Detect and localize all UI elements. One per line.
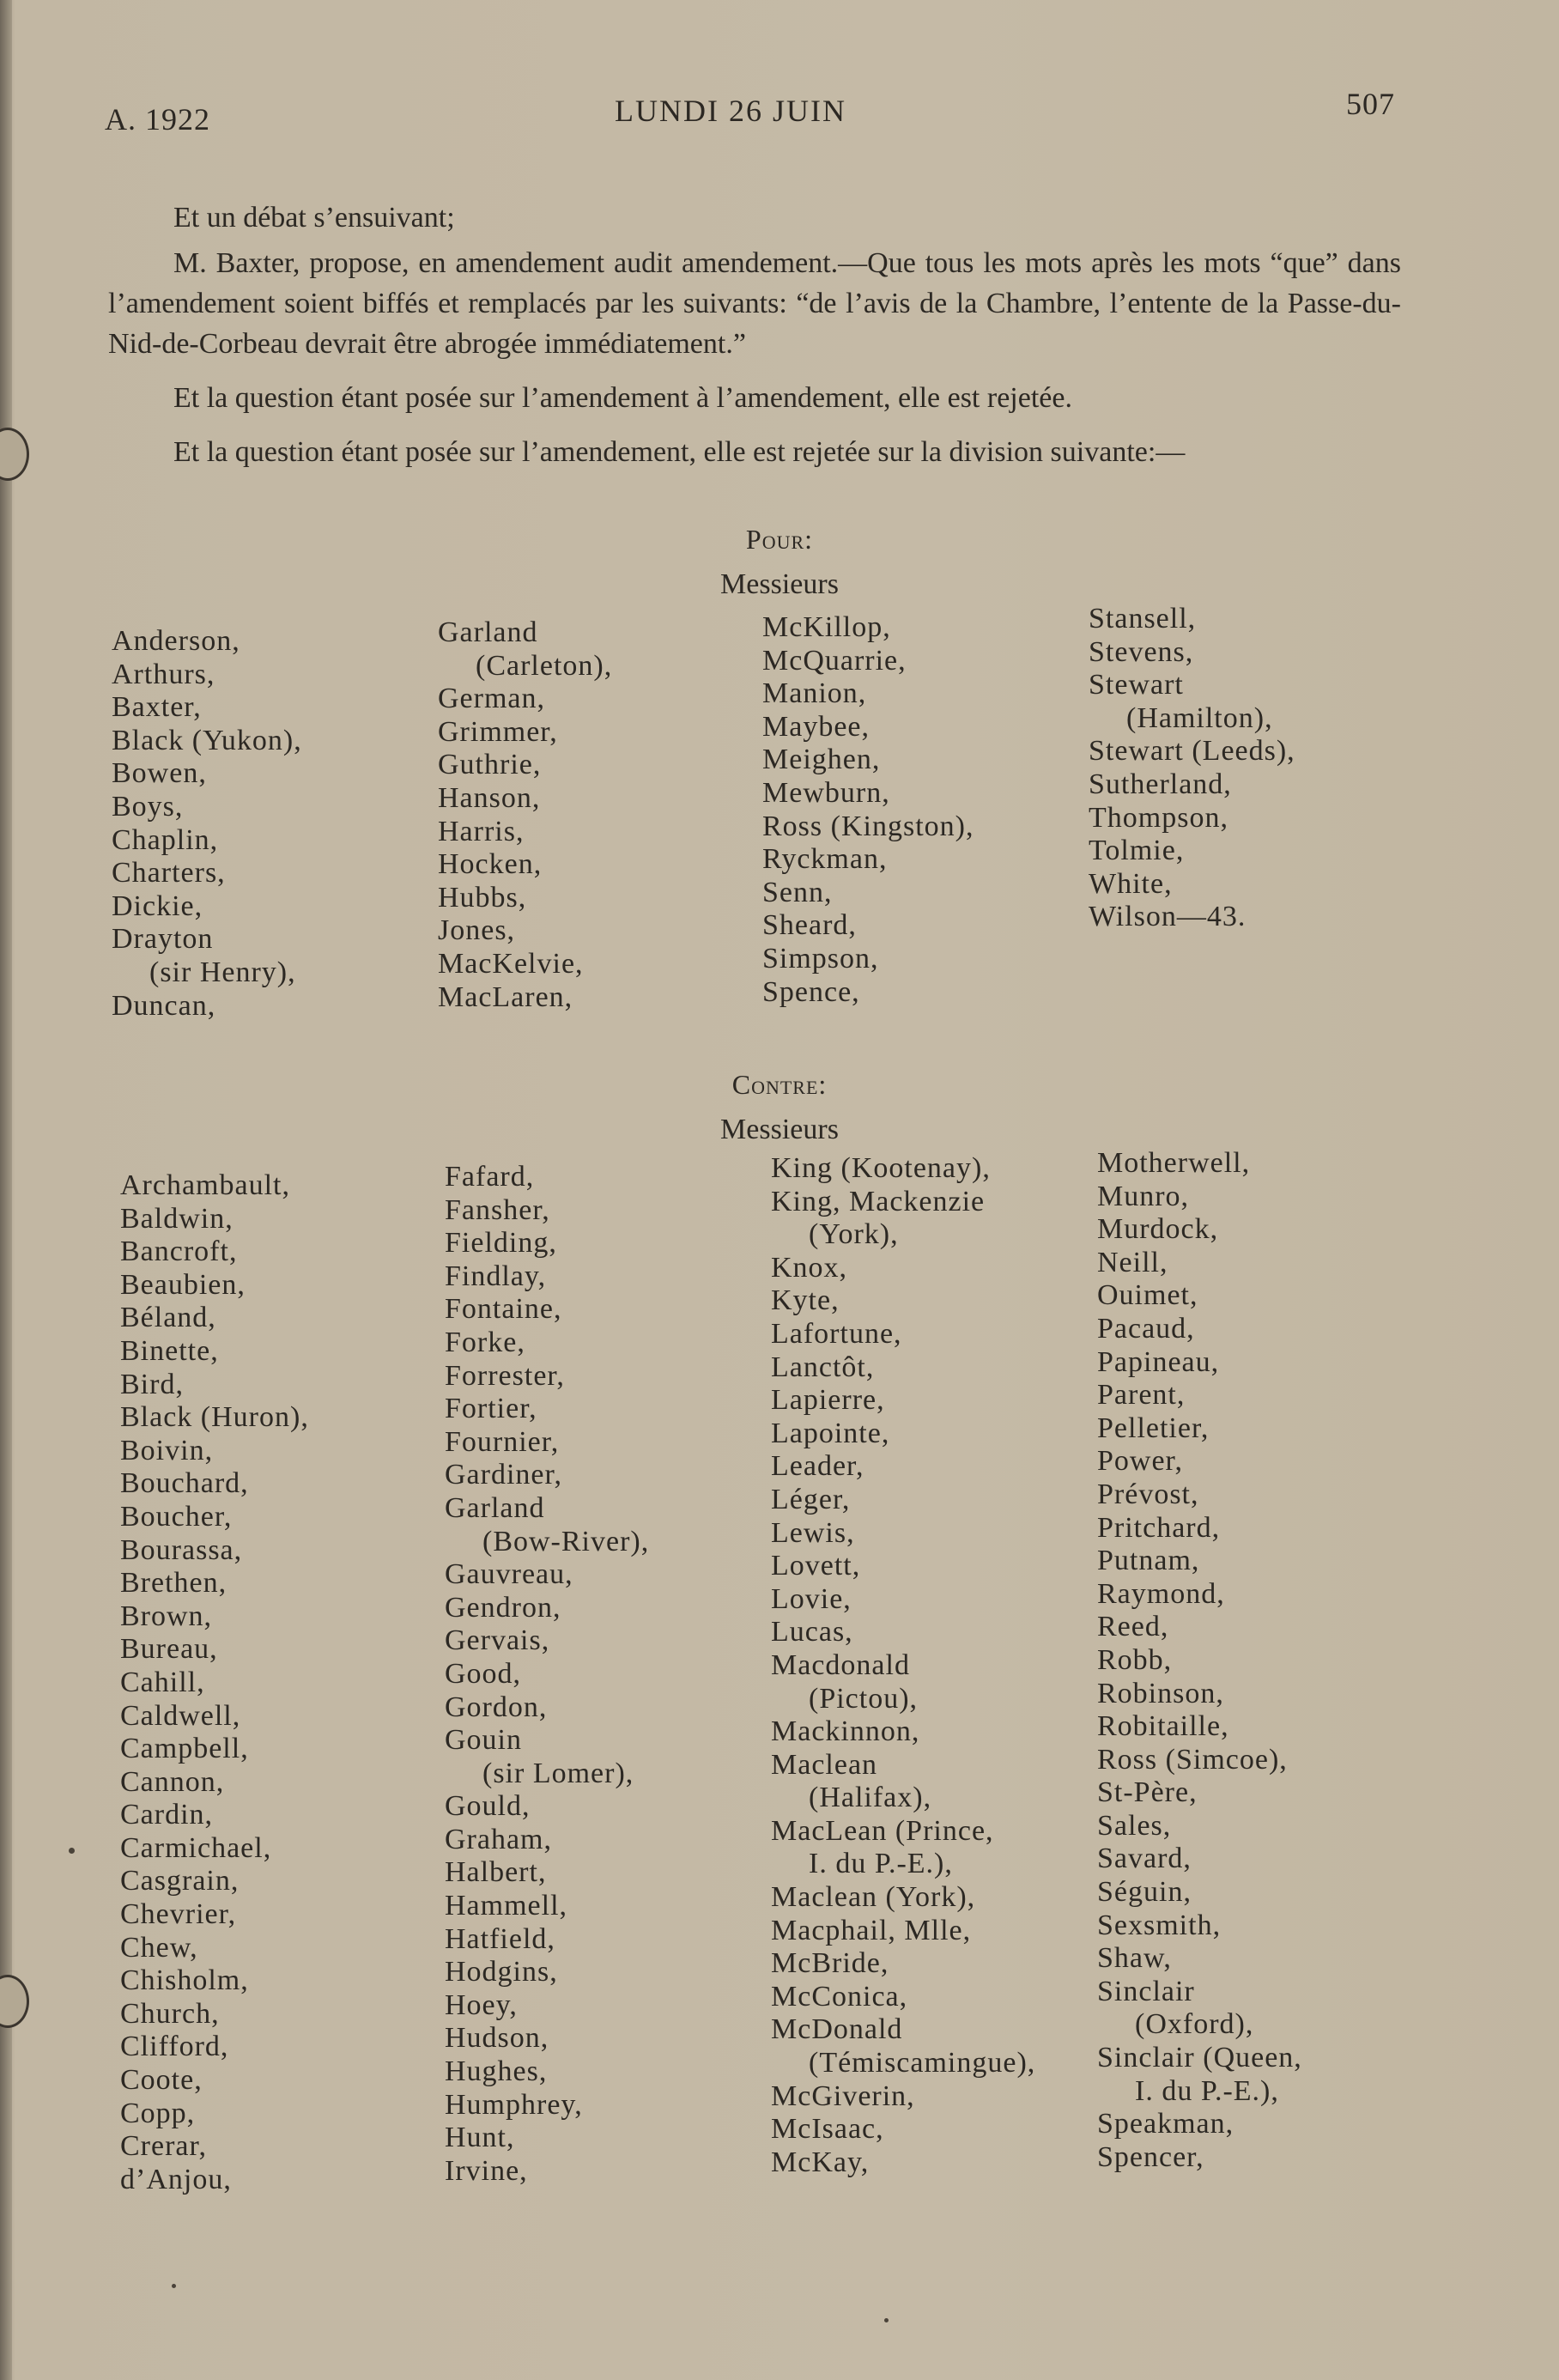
member-name: Fielding, [445,1227,557,1260]
member-name: Lapointe, [771,1417,890,1449]
member-name: Ross (Simcoe), [1097,1743,1288,1776]
contre-column-2 [445,1161,649,2188]
member-name: Mackinnon, [771,1715,920,1748]
member-name: Robitaille, [1097,1710,1229,1743]
member-name: Bureau, [120,1633,218,1666]
paragraph-question-2: Et la question étant posée sur l’amendement, elle est rejetée sur la division suivante:— [173,436,1186,468]
member-name: (Carleton), [476,649,613,682]
member-name: Humphrey, [445,2088,583,2121]
member-name: MacLaren, [438,981,573,1013]
member-name: Hocken, [438,848,543,881]
member-name: McBride, [771,1947,889,1980]
contre-column-4 [1097,1147,1302,2174]
paragraph-debate: Et un débat s’ensuivant; [173,202,455,234]
member-name: Stevens, [1089,635,1194,668]
member-name: Garland [438,616,538,648]
member-name: Gouin [445,1724,522,1757]
member-name: Archambault, [120,1169,290,1201]
member-name: (Halifax), [809,1782,932,1814]
member-name: Bird, [120,1368,184,1400]
pour-column-1 [112,625,302,1023]
member-name: Ross (Kingston), [762,810,974,842]
pour-messieurs: Messieurs [720,568,839,600]
member-name: Campbell, [120,1733,249,1765]
member-name: McKay, [771,2146,870,2178]
member-name: Lovett, [771,1550,861,1582]
member-name: Caldwell, [120,1699,241,1732]
member-name: Coote, [120,2064,203,2097]
member-name: Mewburn, [762,776,890,809]
member-name: Hudson, [445,2022,549,2055]
member-name: McKillop, [762,611,891,643]
member-name: Hubbs, [438,881,527,914]
member-name: Bouchard, [120,1467,249,1500]
member-name: Bancroft, [120,1236,238,1268]
member-name: Maclean (York), [771,1881,976,1914]
member-name: Cannon, [120,1765,225,1798]
member-name: Fournier, [445,1425,560,1458]
member-name: Macdonald [771,1648,910,1681]
member-name: Macphail, Mlle, [771,1914,972,1946]
member-name: Lucas, [771,1616,853,1648]
member-name: Fortier, [445,1393,537,1425]
member-name: Robinson, [1097,1677,1224,1709]
member-name: Lanctôt, [771,1351,875,1383]
member-name: Black (Huron), [120,1401,309,1434]
member-name: Crerar, [120,2130,207,2163]
member-name: Savard, [1097,1843,1192,1875]
member-name: Knox, [771,1251,848,1284]
member-name: Stansell, [1089,603,1197,634]
header-year: A. 1922 [105,102,210,137]
member-name: Hodgins, [445,1956,558,1988]
member-name: (Hamilton), [1126,701,1273,734]
pour-heading: Pour: [745,524,814,555]
member-name: Shaw, [1097,1942,1172,1975]
punch-hole-bottom [0,1975,29,2028]
member-name: Simpson, [762,942,879,974]
paragraph-question-1: Et la question étant posée sur l’amendement à l’amendement, elle est rejetée. [173,382,1072,414]
contre-column-3 [771,1152,1035,2179]
member-name: German, [438,683,546,715]
member-name: McConica, [771,1980,908,2013]
member-name: Forke, [445,1326,525,1358]
member-name: Fansher, [445,1193,550,1226]
member-name: Beaubien, [120,1268,246,1301]
member-name: Stewart [1089,669,1184,701]
member-name: (Oxford), [1135,2008,1254,2041]
member-name: Kyte, [771,1284,840,1317]
contre-column-1 [120,1169,309,2196]
member-name: St-Père, [1097,1776,1198,1809]
member-name: I. du P.-E.), [1135,2074,1279,2107]
member-name: d’Anjou, [120,2163,232,2195]
member-name: Parent, [1097,1379,1186,1412]
header-date: LUNDI 26 JUIN [615,94,846,128]
member-name: Irvine, [445,2154,528,2187]
member-name: Gauvreau, [445,1558,573,1591]
member-name: Lafortune, [771,1317,902,1350]
member-name: Graham, [445,1823,553,1855]
member-name: (Pictou), [809,1682,919,1715]
member-name: Speakman, [1097,2108,1234,2140]
member-name: Cardin, [120,1799,214,1831]
member-name: Manion, [762,677,867,710]
member-name: Hunt, [445,2122,515,2154]
paper-speck [69,1848,75,1854]
member-name: Church, [120,1997,220,2030]
member-name: Garland [445,1491,545,1524]
member-name: Gould, [445,1790,531,1823]
member-name: Thompson, [1089,801,1228,834]
member-name: Binette, [120,1334,219,1367]
punch-hole-top [0,428,29,481]
member-name: Gordon, [445,1691,548,1723]
member-name: Pritchard, [1097,1511,1221,1544]
member-name: Gendron, [445,1591,561,1624]
member-name: Robb, [1097,1643,1173,1676]
member-name: Pelletier, [1097,1412,1210,1444]
member-name: King (Kootenay), [771,1152,991,1184]
member-name: Casgrain, [120,1865,240,1897]
member-name: MacKelvie, [438,947,584,980]
member-name: Spence, [762,975,860,1008]
member-name: Clifford, [120,2031,229,2063]
member-name: Copp, [120,2097,196,2129]
member-name: Lapierre, [771,1384,885,1417]
member-name: Lewis, [771,1516,855,1549]
member-name: McQuarrie, [762,644,907,677]
member-name: King, Mackenzie [771,1185,986,1217]
member-name: Béland, [120,1302,216,1334]
member-name: Tolmie, [1089,835,1185,867]
member-name: Meighen, [762,744,881,776]
member-name: Grimmer, [438,715,558,748]
member-name: Ouimet, [1097,1279,1198,1312]
member-name: Gervais, [445,1624,550,1657]
member-name: Baxter, [112,691,202,724]
member-name: Boys, [112,790,184,823]
member-name: Harris, [438,815,525,847]
member-name: Munro, [1097,1180,1190,1212]
member-name: Dickie, [112,889,203,922]
member-name: Sutherland, [1089,768,1232,800]
pour-column-4 [1089,603,1295,934]
member-name: Spencer, [1097,2140,1204,2173]
member-name: Maclean [771,1748,878,1781]
member-name: Pacaud, [1097,1312,1195,1345]
member-name: McIsaac, [771,2113,884,2146]
intro-text [108,197,1401,486]
member-name: Bowen, [112,757,207,790]
member-name: Sinclair [1097,1975,1195,2007]
member-name: (Bow-River), [482,1525,650,1557]
contre-messieurs: Messieurs [720,1114,839,1145]
member-name: Prévost, [1097,1478,1199,1510]
member-name: Boucher, [120,1500,233,1533]
member-name: Neill, [1097,1246,1168,1278]
member-name: Power, [1097,1445,1184,1478]
member-name: Fontaine, [445,1293,562,1326]
member-name: MacLean (Prince, [771,1814,994,1847]
member-name: Drayton [112,923,214,956]
member-name: Chisholm, [120,1964,249,1997]
member-name: Brown, [120,1600,213,1632]
member-name: Putnam, [1097,1545,1200,1577]
paper-speck [172,2284,176,2288]
paragraph-amendment: M. Baxter, propose, en amendement audit amendement.—Que tous les mots après les mots “que” dans l’amendement soient biffés et remplacés par les suivants: “de l’avis de la Chambre, l’entente de la Passe-du-Nid-de-Corbeau devrait être abrogée immédiatement.” [108,247,1401,360]
member-name: Gardiner, [445,1459,562,1491]
member-name: (York), [809,1218,899,1251]
member-name: McDonald [771,2013,903,2046]
pour-column-2 [438,616,612,1014]
member-name: Guthrie, [438,749,542,781]
member-name: Anderson, [112,625,240,657]
member-name: Maybee, [762,710,870,743]
member-name: Brethen, [120,1567,227,1600]
member-name: Raymond, [1097,1577,1225,1610]
member-name: Forrester, [445,1359,565,1392]
member-name: Arthurs, [112,658,215,690]
member-name: Black (Yukon), [112,724,302,756]
member-name: Boivin, [120,1434,214,1466]
member-name: Ryckman, [762,843,888,876]
member-name: Halbert, [445,1856,547,1889]
member-name: Chew, [120,1931,198,1964]
member-name: (sir Henry), [149,956,296,988]
member-name: McGiverin, [771,2079,915,2112]
member-name: Stewart (Leeds), [1089,735,1295,768]
page-number: 507 [1346,87,1395,121]
paper-speck [884,2318,889,2322]
member-name: Carmichael, [120,1831,272,1864]
member-name: Wilson—43. [1089,901,1247,933]
member-name: Duncan, [112,989,216,1022]
contre-heading: Contre: [731,1069,828,1100]
member-name: Leader, [771,1450,864,1483]
member-name: Léger, [771,1483,851,1515]
member-name: Hoey, [445,1988,518,2021]
member-name: White, [1089,867,1173,900]
member-name: Papineau, [1097,1345,1220,1378]
member-name: Sheard, [762,909,857,942]
member-name: Findlay, [445,1260,547,1292]
member-name: Hammell, [445,1890,568,1922]
member-name: Sexsmith, [1097,1909,1222,1941]
member-name: Motherwell, [1097,1147,1251,1179]
member-name: Hughes, [445,2055,548,2088]
member-name: Séguin, [1097,1876,1192,1909]
member-name: Fafard, [445,1161,535,1193]
member-name: Sinclair (Queen, [1097,2042,1302,2074]
member-name: Hanson, [438,781,541,814]
member-name: Cahill, [120,1666,205,1698]
member-name: Charters, [112,857,226,889]
member-name: Sales, [1097,1809,1172,1842]
member-name: (sir Lomer), [482,1757,634,1789]
member-name: Baldwin, [120,1202,234,1235]
member-name: Bourassa, [120,1533,243,1566]
member-name: Senn, [762,876,833,908]
member-name: Lovie, [771,1582,852,1615]
member-name: Murdock, [1097,1213,1219,1246]
member-name: Jones, [438,914,516,947]
member-name: (Témiscamingue), [809,2047,1036,2079]
member-name: Chaplin, [112,823,219,856]
member-name: Reed, [1097,1611,1169,1643]
member-name: Good, [445,1657,522,1690]
pour-column-3 [762,611,974,1009]
member-name: Chevrier, [120,1898,237,1931]
member-name: I. du P.-E.), [809,1848,953,1880]
member-name: Hatfield, [445,1922,555,1955]
